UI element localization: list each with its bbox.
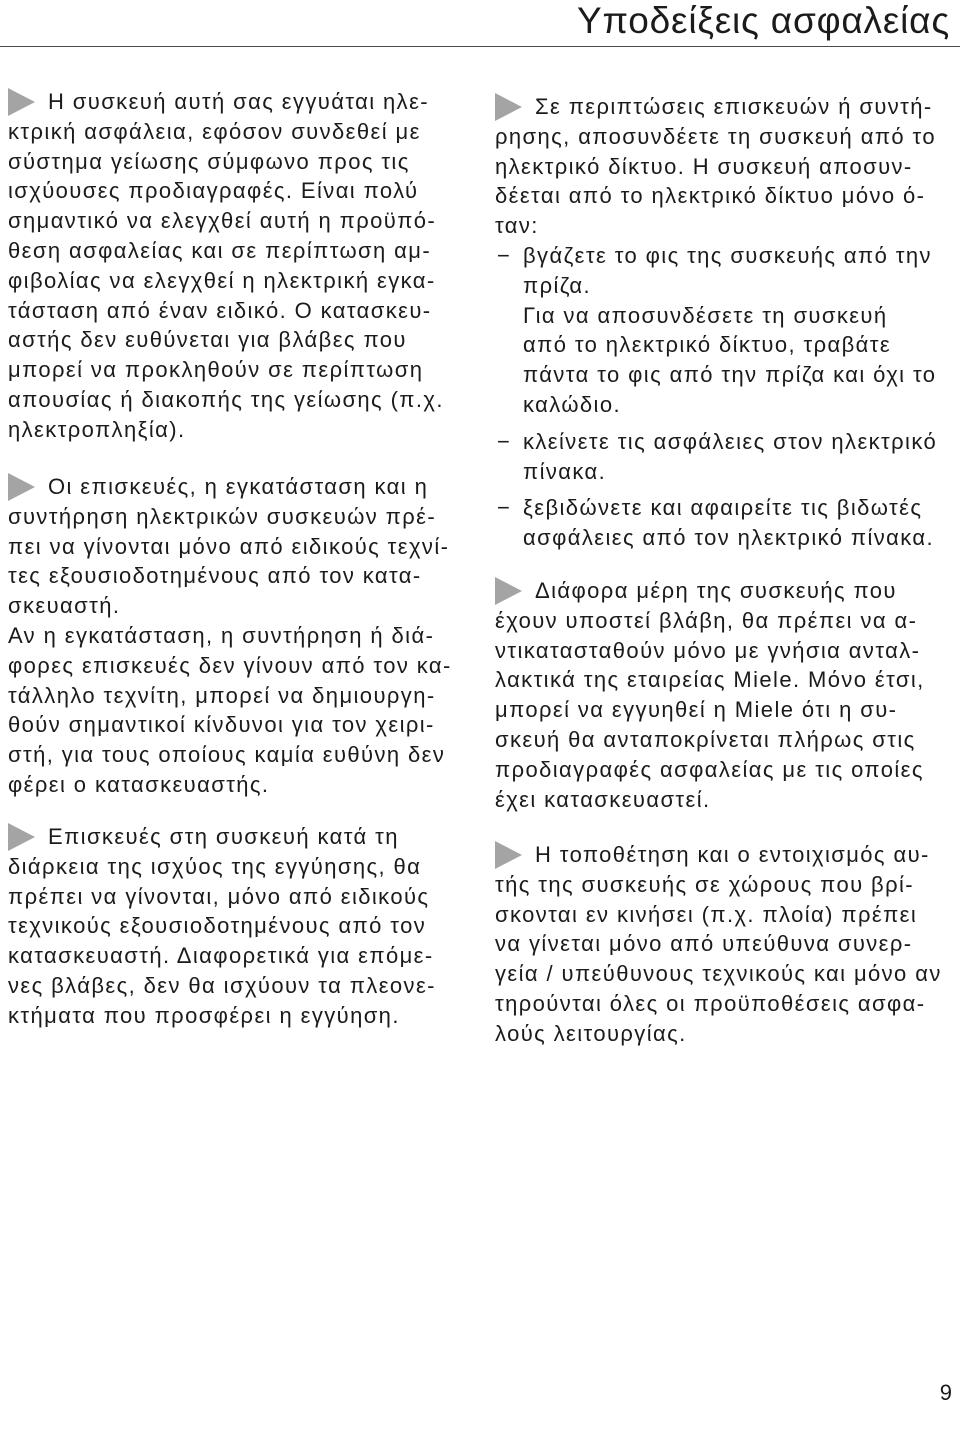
text-line: απουσίας ή διακοπής της γείωσης (π.χ.	[8, 386, 444, 412]
text-line: Αν η εγκατάσταση, η συντήρηση ή διά-	[8, 622, 435, 648]
line-text: Η συσκευή αυτή σας εγγυάται ηλε-	[48, 89, 429, 114]
text-line	[495, 576, 897, 606]
text-line: ταν:	[495, 213, 539, 239]
text-line: συντήρηση ηλεκτρικών συσκευών πρέ-	[8, 503, 437, 529]
text-line: ξεβιδώνετε και αφαιρείτε τις βιδωτές	[523, 495, 923, 521]
text-line: σκονται εν κινήσει (π.χ. πλοία) πρέπει	[495, 901, 918, 927]
line-text: Σε περιπτώσεις επισκευών ή συντή-	[535, 94, 933, 119]
triangle-bullet-fill	[495, 93, 522, 121]
safety-paragraph	[8, 87, 444, 445]
text-line: από το ηλεκτρικό δίκτυο, τραβάτε	[523, 332, 892, 358]
text-line	[8, 822, 399, 852]
list-item	[495, 427, 937, 487]
text-line: πει να γίνονται μόνο από ειδικούς τεχνί-	[8, 533, 450, 559]
text-line: Για να αποσυνδέσετε τη συσκευή	[523, 302, 888, 328]
text-line: καλώδιο.	[523, 391, 621, 417]
text-line: πρέπει να γίνονται, μόνο από ειδικούς	[8, 883, 430, 909]
text-line: φέρει ο κατασκευαστής.	[8, 771, 270, 797]
text-line: ντικατασταθούν μόνο με γνήσια ανταλ-	[495, 637, 921, 663]
text-line: τεχνικούς εξουσιοδοτημένους από τον	[8, 913, 427, 939]
text-line: τάσταση από έναν ειδικό. Ο κατασκευ-	[8, 297, 432, 323]
safety-paragraph	[495, 576, 925, 814]
text-line	[495, 840, 930, 870]
line-text: Διάφορα μέρη της συσκευής που	[535, 578, 897, 603]
text-line: νες βλάβες, δεν θα ισχύουν τα πλεονε-	[8, 972, 436, 998]
text-line: μπορεί να προκληθούν σε περίπτωση	[8, 357, 424, 383]
triangle-bullet-shape	[495, 93, 522, 121]
triangle-bullet-icon	[8, 88, 35, 116]
text-line: ηλεκτρικό δίκτυο. Η συσκευή αποσυν-	[495, 153, 913, 179]
triangle-bullet-icon	[8, 473, 35, 501]
triangle-bullet-fill	[8, 473, 35, 501]
text-line: πίνακα.	[523, 458, 607, 484]
header-rule	[0, 46, 960, 47]
text-line: τηρούνται όλες οι προϋποθέσεις ασφα-	[495, 990, 926, 1016]
safety-paragraph	[8, 822, 436, 1031]
triangle-bullet-shape	[8, 823, 35, 851]
disconnect-steps-list	[495, 241, 937, 553]
text-line: ασφάλειες από τον ηλεκτρικό πίνακα.	[523, 525, 935, 551]
triangle-bullet-icon	[8, 823, 35, 851]
text-line: γεία / υπεύθυνους τεχνικούς και μόνο αν	[495, 961, 942, 987]
text-line: αστής δεν ευθύνεται για βλάβες που	[8, 327, 407, 353]
line-text: Η τοποθέτηση και ο εντοιχισμός αυ-	[535, 842, 930, 867]
text-line: κλείνετε τις ασφάλειες στον ηλεκτρικό	[523, 428, 938, 454]
text-line: μπορεί να εγγυηθεί η Miele ότι η συ-	[495, 697, 898, 723]
triangle-bullet-icon	[495, 93, 522, 121]
text-line: προδιαγραφές ασφαλείας με τις οποίες	[495, 756, 924, 782]
text-line	[495, 92, 933, 122]
safety-paragraph	[495, 92, 937, 553]
text-line: βγάζετε το φις της συσκευής από την	[523, 242, 932, 268]
list-item	[495, 493, 937, 553]
text-line: δέεται από το ηλεκτρικό δίκτυο μόνο ό-	[495, 183, 926, 209]
text-line: σύστημα γείωσης σύμφωνο προς τις	[8, 148, 410, 174]
text-line: διάρκεια της ισχύος της εγγύησης, θα	[8, 853, 422, 879]
triangle-bullet-shape	[8, 473, 35, 501]
text-line: τες εξουσιοδοτημένους από τον κατα-	[8, 563, 422, 589]
triangle-bullet-shape	[8, 88, 35, 116]
text-line	[8, 87, 429, 117]
list-dash: −	[497, 495, 512, 521]
text-line: τής της συσκευής σε χώρους που βρί-	[495, 871, 915, 897]
text-line: λακτικά της εταιρείας Miele. Μόνο έτσι,	[495, 667, 925, 693]
text-line: σημαντικό να ελεγχθεί αυτή η προϋπό-	[8, 208, 437, 234]
text-line: στή, για τους οποίους καμία ευθύνη δεν	[8, 742, 446, 768]
text-line: κατασκευαστή. Διαφορετικά για επόμε-	[8, 943, 434, 969]
triangle-bullet-icon	[495, 577, 522, 605]
text-line: τάλληλο τεχνίτη, μπορεί να δημιουργη-	[8, 682, 436, 708]
text-line: ισχύουσες προδιαγραφές. Είναι πολύ	[8, 178, 419, 204]
triangle-bullet-fill	[8, 88, 35, 116]
list-item	[495, 241, 937, 420]
page-title: Υποδείξεις ασφαλείας	[576, 0, 950, 41]
triangle-bullet-icon	[495, 841, 522, 869]
text-line: ηλεκτροπληξία).	[8, 416, 186, 442]
list-dash: −	[497, 242, 512, 268]
text-line: ρησης, αποσυνδέετε τη συσκευή από το	[495, 123, 936, 149]
text-line: να γίνεται μόνο από υπεύθυνα συνερ-	[495, 931, 913, 957]
text-line: λούς λειτουργίας.	[495, 1020, 687, 1046]
text-line: σκευή θα ανταποκρίνεται πλήρως στις	[495, 726, 916, 752]
text-line: θεση ασφαλείας και σε περίπτωση αμ-	[8, 237, 432, 263]
text-line: θούν σημαντικοί κίνδυνοι για τον χειρι-	[8, 712, 435, 738]
text-line	[8, 472, 428, 502]
safety-paragraph	[8, 472, 452, 800]
text-line: έχουν υποστεί βλάβη, θα πρέπει να α-	[495, 607, 918, 633]
text-line: φιβολίας να ελεγχθεί η ηλεκτρική εγκα-	[8, 267, 436, 293]
text-line: φορες επισκευές δεν γίνουν από τον κα-	[8, 652, 452, 678]
text-line: πρίζα.	[523, 272, 592, 298]
line-text: Οι επισκευές, η εγκατάσταση και η	[48, 474, 429, 499]
triangle-bullet-shape	[495, 841, 522, 869]
triangle-bullet-fill	[495, 841, 522, 869]
triangle-bullet-fill	[8, 823, 35, 851]
list-dash: −	[497, 428, 512, 454]
text-line: σκευαστή.	[8, 593, 121, 619]
text-line: πάντα το φις από την πρίζα και όχι το	[523, 362, 937, 388]
page-number: 9	[939, 1380, 952, 1405]
text-line: έχει κατασκευαστεί.	[495, 786, 711, 812]
text-line: κτήματα που προσφέρει η εγγύηση.	[8, 1002, 400, 1028]
text-line: κτρική ασφάλεια, εφόσον συνδεθεί με	[8, 118, 421, 144]
triangle-bullet-shape	[495, 577, 522, 605]
line-text: Επισκευές στη συσκευή κατά τη	[48, 824, 399, 849]
triangle-bullet-fill	[495, 577, 522, 605]
safety-paragraph	[495, 840, 942, 1049]
